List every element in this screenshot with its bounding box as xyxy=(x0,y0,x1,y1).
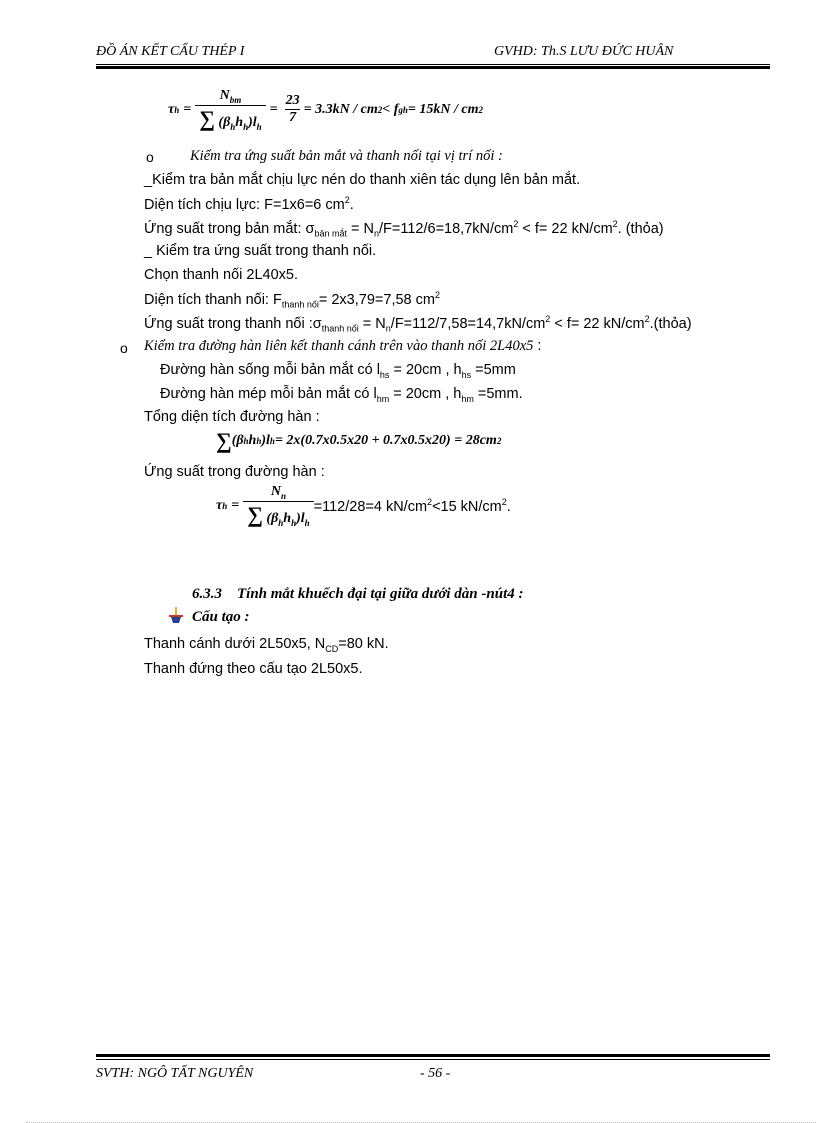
header-rule-thick xyxy=(96,66,770,69)
formula-shear-plate: τ h = $\frac{N_{bm}}{\sum (\beta_hh_h)l_h}$ = $\frac{23}{7}$ = 3.3kN / cm 2 < f g h = 15kN / cm 2 xyxy=(168,88,483,132)
footer-left: SVTH: NGÔ TẤT NGUYÊN xyxy=(96,1066,254,1081)
text-line: _Kiểm tra bản mắt chịu lực nén do thanh xiên tác dụng lên bản mắt. xyxy=(144,172,581,188)
weld-check-heading: Kiểm tra đường hàn liên kết thanh cánh trên vào thanh nối 2L40x5 : xyxy=(144,338,542,354)
page-number: - 56 - xyxy=(420,1066,451,1081)
footer-rule-thick xyxy=(96,1054,770,1057)
header-left: ĐỒ ÁN KẾT CẤU THÉP I xyxy=(96,44,245,59)
text-line: Tổng diện tích đường hàn : xyxy=(144,409,320,425)
area-connector-line: Diện tích thanh nối: $F_{thanh nối}= 2x3,79=7,58$ $cm^2$ xyxy=(144,290,440,310)
footer-rule-thin xyxy=(96,1059,770,1060)
bottom-chord-line: Thanh cánh dưới 2L50x5, $N_{CD}=80$ kN. xyxy=(144,636,389,654)
formula-weld-area: ∑ (β h h h )l h = 2x(0.7x0.5x20 + 0.7x0.5x20) = 28cm 2 xyxy=(216,428,502,453)
section-heading: 6.3.3 Tính mắt khuếch đại tại giữa dưới dàn -nút4 : xyxy=(192,586,524,602)
stress-plate-line: Ứng suất trong bản mắt: $\sigma_{bản mắt} = N_n/F=112/6=18,7kN/cm^2 < f= 22$ $kN/cm^2$. (thỏa) xyxy=(144,219,664,239)
area-line: Diện tích chịu lực: F=1x6=6 $cm^2$. xyxy=(144,195,354,213)
bullet-1: o xyxy=(146,149,154,165)
bullet-2: o xyxy=(120,340,128,356)
weld-edge-line: Đường hàn mép mỗi bản mắt có $l_{hm} = 20cm$ , $h_{hm} =5mm$. xyxy=(160,386,523,404)
check-plate-heading: Kiểm tra ứng suất bản mắt và thanh nối tại vị trí nối : xyxy=(190,148,503,164)
text-line: Thanh đứng theo cấu tạo 2L50x5. xyxy=(144,661,363,677)
formula-weld-stress: τ h = $\frac{N_n}{\sum (\beta_hh_h)l_h}$ =112/28=4 $kN/cm^2<15$ $kN/cm^2$. xyxy=(216,484,511,528)
text-line: Ứng suất trong đường hàn : xyxy=(144,464,325,480)
stress-connector-line: Ứng suất trong thanh nối $:\sigma_{thanh nối} = N_n/F=112/7,58=14,7kN/cm^2 < f= 22$ $kN/cm^2.(thỏa)$ xyxy=(144,314,692,334)
text-line: Chọn thanh nối 2L40x5. xyxy=(144,267,298,283)
header-right: GVHD: Th.S LƯU ĐỨC HUÂN xyxy=(494,44,674,59)
header-rule-thin xyxy=(96,64,770,65)
pointing-hand-icon xyxy=(168,606,184,624)
weld-back-line: Đường hàn sống mỗi bản mắt có $l_{hs} = 20cm$ , $h_{hs} =5mm$ xyxy=(160,362,516,380)
structure-heading: Cấu tạo : xyxy=(192,609,250,625)
text-line: _ Kiểm tra ứng suất trong thanh nối. xyxy=(144,243,377,259)
